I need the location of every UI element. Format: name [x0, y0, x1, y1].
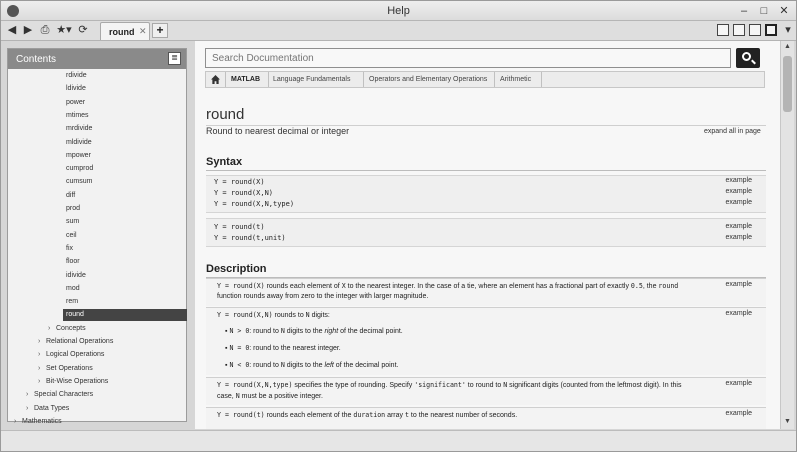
toc-item-label: Mathematics [22, 417, 62, 425]
print-icon[interactable]: ⎙ [40, 24, 50, 36]
expand-chevron-icon[interactable]: › [38, 364, 41, 372]
description-text: Y = round(t) rounds each element of the duration array t to the nearest number of seconds. [217, 411, 518, 419]
search-input[interactable] [205, 48, 731, 68]
search-button[interactable] [736, 48, 760, 68]
example-link[interactable]: example [725, 310, 752, 317]
toc-item-label: rem [66, 298, 79, 306]
description-block-3 [206, 377, 766, 405]
toc-item[interactable] [66, 270, 86, 282]
toc-item-label: Relational Operations [46, 338, 114, 345]
home-icon[interactable] [211, 75, 220, 84]
toc-item[interactable] [66, 70, 87, 82]
example-link[interactable]: example [725, 380, 752, 387]
toc-item-label: Data Types [34, 404, 70, 412]
layout-single-icon[interactable] [765, 24, 777, 36]
window-title: Help [387, 5, 410, 17]
scroll-thumb[interactable] [783, 56, 792, 112]
toc-item[interactable] [38, 363, 93, 375]
toc-item-label: Concepts [56, 324, 86, 332]
toc-item[interactable] [14, 416, 62, 428]
description-text: Y = round(X,N) rounds to N digits: [217, 311, 330, 319]
expand-all-link[interactable]: expand all in page [704, 128, 761, 135]
tab-label: round [109, 27, 135, 37]
toc-item[interactable] [38, 349, 104, 361]
forward-arrow-icon[interactable]: ▶ [23, 24, 33, 36]
breadcrumb-separator [494, 72, 495, 87]
toc-item[interactable] [66, 216, 79, 228]
toc-item[interactable] [66, 150, 91, 162]
maximize-button[interactable]: □ [760, 5, 768, 17]
toc-item-label: Set Operations [46, 364, 93, 372]
breadcrumb-separator [541, 72, 542, 87]
tab-round[interactable] [100, 22, 150, 40]
toc-item-label: round [66, 311, 84, 319]
toc-item[interactable] [66, 176, 92, 188]
syntax-group-2 [206, 218, 766, 247]
example-link[interactable]: example [725, 410, 752, 417]
toc-item[interactable] [66, 203, 80, 215]
toc-item-label: cumsum [66, 178, 93, 186]
breadcrumb-operators[interactable]: Operators and Elementary Operations [369, 76, 488, 83]
description-text: Y = round(X,N,type) specifies the type of rounding. Specify 'significant' to round to N significant digits (counted from the leftmost digit). In this case, N must be a positive integer. [217, 381, 682, 400]
toolbar-overflow-chevron-icon[interactable]: ▾ [785, 24, 791, 36]
breadcrumb-matlab[interactable]: MATLAB [231, 76, 261, 83]
toc-item[interactable] [38, 376, 108, 388]
toc-item-label: Special Characters [34, 391, 94, 399]
toolbar [1, 21, 796, 41]
example-link[interactable]: example [725, 177, 752, 184]
layout-rows-icon[interactable] [749, 24, 761, 36]
vertical-scrollbar[interactable] [780, 41, 794, 429]
layout-grid-icon[interactable] [717, 24, 729, 36]
expand-chevron-icon[interactable]: › [26, 391, 29, 399]
toc-item-label: diff [66, 191, 76, 199]
contents-header [8, 49, 186, 69]
toc-item-label: power [66, 98, 86, 106]
toc-item-label: ldivide [66, 85, 86, 93]
toc-item[interactable] [66, 190, 75, 202]
toc-item-label: mldivide [66, 138, 92, 146]
toc-item[interactable] [66, 97, 85, 109]
favorites-star-icon[interactable]: ★▾ [56, 24, 72, 36]
toc-item-label: mtimes [66, 111, 89, 119]
breadcrumb-separator [268, 72, 269, 87]
expand-chevron-icon[interactable]: › [38, 377, 41, 385]
search-icon [742, 52, 751, 61]
toc-item[interactable] [66, 83, 86, 95]
layout-columns-icon[interactable] [733, 24, 745, 36]
syntax-divider [206, 170, 766, 171]
syntax-line: Y = round(X,N,type) [214, 200, 295, 208]
minimize-button[interactable]: – [740, 5, 748, 17]
toc-item[interactable] [66, 137, 92, 149]
scroll-down-arrow-icon[interactable]: ▼ [784, 418, 791, 425]
toc-item[interactable] [38, 336, 113, 348]
toc-item[interactable] [66, 296, 78, 308]
syntax-line: Y = round(t,unit) [214, 234, 286, 242]
contents-pane [7, 48, 187, 425]
new-tab-button[interactable]: + [152, 23, 168, 38]
toc-item-label: Bit-Wise Operations [46, 377, 109, 385]
toc-item[interactable] [63, 309, 187, 321]
expand-chevron-icon[interactable]: › [14, 417, 17, 425]
toc-item-label: mrdivide [66, 125, 93, 133]
toc-item-label: rdivide [66, 72, 87, 79]
expand-chevron-icon[interactable]: › [38, 351, 41, 359]
toc-item-label: floor [66, 258, 80, 266]
bullet-item: ▪ N < 0: round to N digits to the left of the decimal point. [225, 361, 399, 369]
toc-item-label: mpower [66, 151, 91, 159]
tab-close-icon[interactable]: ✕ [139, 26, 147, 36]
back-arrow-icon[interactable]: ◀ [7, 24, 17, 36]
toc-item[interactable] [66, 283, 80, 295]
expand-chevron-icon[interactable]: › [38, 338, 41, 345]
toc-item[interactable] [26, 389, 93, 401]
syntax-line: Y = round(X,N) [214, 189, 274, 197]
refresh-icon[interactable]: ⟳ [78, 24, 88, 36]
toc-item-label: ceil [66, 231, 77, 239]
syntax-heading: Syntax [206, 156, 243, 168]
example-link[interactable]: example [725, 188, 752, 195]
title-bar [1, 1, 796, 21]
toc-item-label: mod [66, 284, 80, 292]
description-text: Y = round(X) rounds each element of X to the nearest integer. In the case of a tie, where an element has a fractional part of exactly 0.5, the round function rounds away from zero to the integer with larger magnitude. [217, 282, 679, 300]
toc-item[interactable] [66, 230, 77, 242]
toc-item[interactable] [66, 256, 80, 268]
toc-item[interactable] [66, 243, 73, 255]
toc-item-label: Logical Operations [46, 351, 105, 359]
page-subtitle: Round to nearest decimal or integer [206, 126, 350, 136]
toc-item-label: prod [66, 205, 81, 212]
toc-item-label: fix [66, 244, 73, 252]
contents-title: Contents [16, 54, 57, 65]
scroll-up-arrow-icon[interactable]: ▲ [784, 43, 791, 50]
description-block-2 [206, 307, 766, 375]
breadcrumb-language-fundamentals[interactable]: Language Fundamentals [273, 76, 351, 83]
toc-item-label: idivide [66, 271, 86, 279]
toc-item[interactable] [66, 110, 89, 122]
description-block-4 [206, 407, 766, 429]
contents-menu-icon[interactable]: ≣ [168, 52, 181, 65]
doc-content-pane [195, 41, 780, 429]
toc-item-label: sum [66, 218, 80, 226]
table-of-contents [8, 69, 186, 425]
toc-item[interactable] [66, 123, 92, 135]
description-heading: Description [206, 263, 267, 275]
bullet-item: ▪ N = 0: round to the nearest integer. [225, 344, 341, 352]
toc-item-label: cumprod [66, 165, 94, 173]
page-title: round [206, 106, 245, 123]
breadcrumb-separator [363, 72, 364, 87]
status-bar [1, 430, 796, 451]
example-link[interactable]: example [725, 199, 752, 206]
syntax-group-1 [206, 175, 766, 213]
close-window-button[interactable]: ✕ [779, 5, 789, 17]
syntax-line: Y = round(t) [214, 223, 265, 231]
toc-item[interactable] [26, 403, 69, 415]
example-link[interactable]: example [725, 281, 752, 288]
syntax-line: Y = round(X) [214, 178, 265, 186]
bullet-item: ▪ N > 0: round to N digits to the right of the decimal point. [225, 327, 403, 335]
example-link[interactable]: example [725, 223, 752, 230]
description-block-1 [206, 278, 766, 306]
breadcrumb-separator [225, 72, 226, 87]
toc-item[interactable] [48, 323, 86, 335]
toc-item[interactable] [66, 163, 93, 175]
breadcrumb-arithmetic[interactable]: Arithmetic [500, 76, 532, 83]
example-link[interactable]: example [725, 234, 752, 241]
breadcrumb [205, 71, 765, 88]
expand-chevron-icon[interactable]: › [48, 324, 51, 332]
expand-chevron-icon[interactable]: › [26, 404, 29, 412]
